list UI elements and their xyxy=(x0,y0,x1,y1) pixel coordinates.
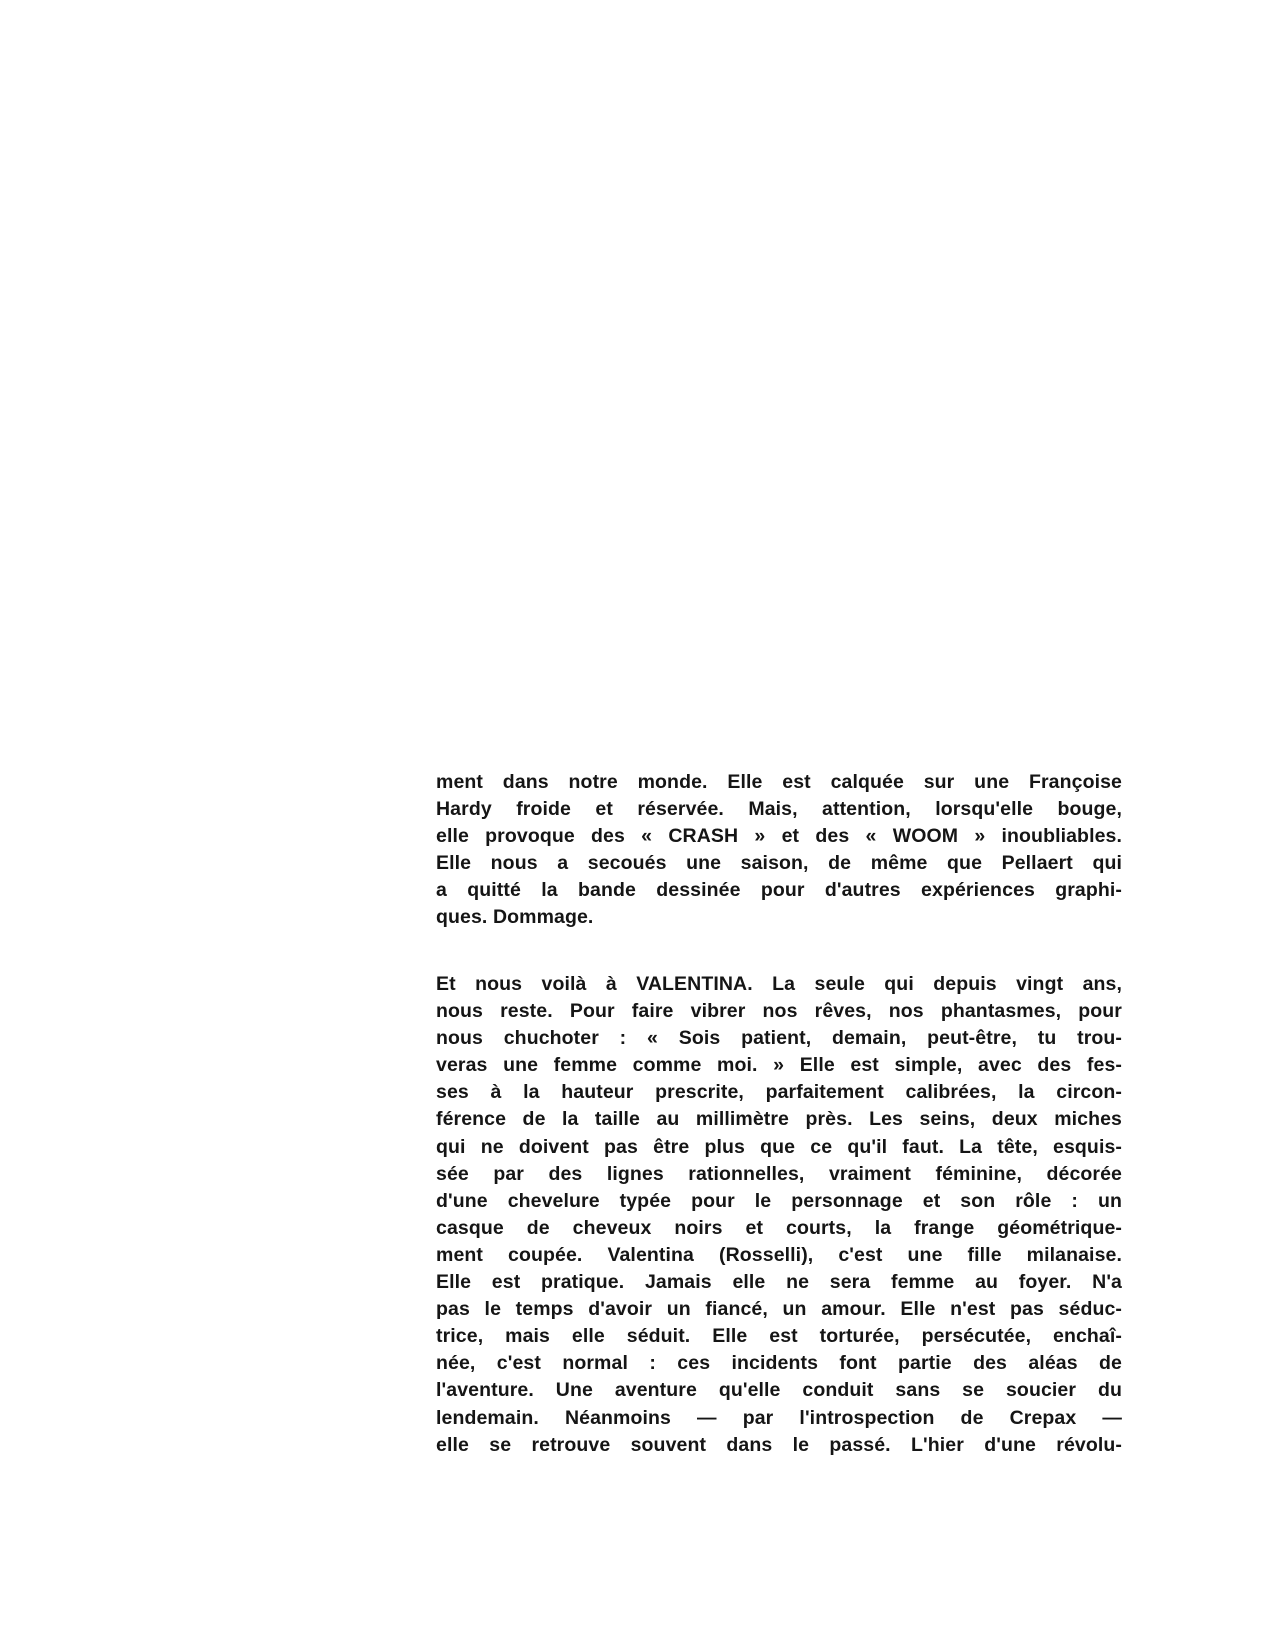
text-line: elle provoque des « CRASH » et des « WOOM » inoubliables. xyxy=(436,825,1122,848)
text-line: Elle est pratique. Jamais elle ne sera femme au foyer. N'a xyxy=(436,1271,1122,1294)
text-line: pas le temps d'avoir un fiancé, un amour. Elle n'est pas séduc- xyxy=(436,1298,1122,1321)
text-line: casque de cheveux noirs et courts, la frange géométrique- xyxy=(436,1216,1122,1239)
text-line: elle se retrouve souvent dans le passé. L'hier d'une révolu- xyxy=(436,1433,1122,1456)
text-line: a quitté la bande dessinée pour d'autres expériences graphi- xyxy=(436,879,1122,902)
text-line: sée par des lignes rationnelles, vraiment féminine, décorée xyxy=(436,1162,1122,1185)
paragraph-2 xyxy=(436,971,1122,1459)
text-line: veras une femme comme moi. » Elle est simple, avec des fes- xyxy=(436,1054,1122,1077)
text-line: nous chuchoter : « Sois patient, demain, peut-être, tu trou- xyxy=(436,1027,1122,1050)
text-line: férence de la taille au millimètre près. Les seins, deux miches xyxy=(436,1108,1122,1131)
text-line: ses à la hauteur prescrite, parfaitement calibrées, la circon- xyxy=(436,1081,1122,1104)
text-line: nous reste. Pour faire vibrer nos rêves, nos phantasmes, pour xyxy=(436,1000,1122,1023)
text-line: qui ne doivent pas être plus que ce qu'il faut. La tête, esquis- xyxy=(436,1135,1122,1158)
text-line: trice, mais elle séduit. Elle est torturée, persécutée, enchaî- xyxy=(436,1325,1122,1348)
text-line: l'aventure. Une aventure qu'elle conduit sans se soucier du xyxy=(436,1379,1122,1402)
text-line: Et nous voilà à VALENTINA. La seule qui depuis vingt ans, xyxy=(436,973,1122,995)
text-line: ment coupée. Valentina (Rosselli), c'est une fille milanaise. xyxy=(436,1243,1122,1266)
text-line: ques. Dommage. xyxy=(436,906,594,929)
text-line: d'une chevelure typée pour le personnage et son rôle : un xyxy=(436,1189,1122,1212)
text-line: Hardy froide et réservée. Mais, attention, lorsqu'elle bouge, xyxy=(436,798,1122,821)
paragraph-1 xyxy=(436,769,1122,932)
text-line: Elle nous a secoués une saison, de même que Pellaert qui xyxy=(436,852,1122,875)
text-line: ment dans notre monde. Elle est calquée sur une Françoise xyxy=(436,771,1122,793)
text-line: née, c'est normal : ces incidents font partie des aléas de xyxy=(436,1352,1122,1375)
text-line: lendemain. Néanmoins — par l'introspection de Crepax — xyxy=(436,1406,1122,1429)
